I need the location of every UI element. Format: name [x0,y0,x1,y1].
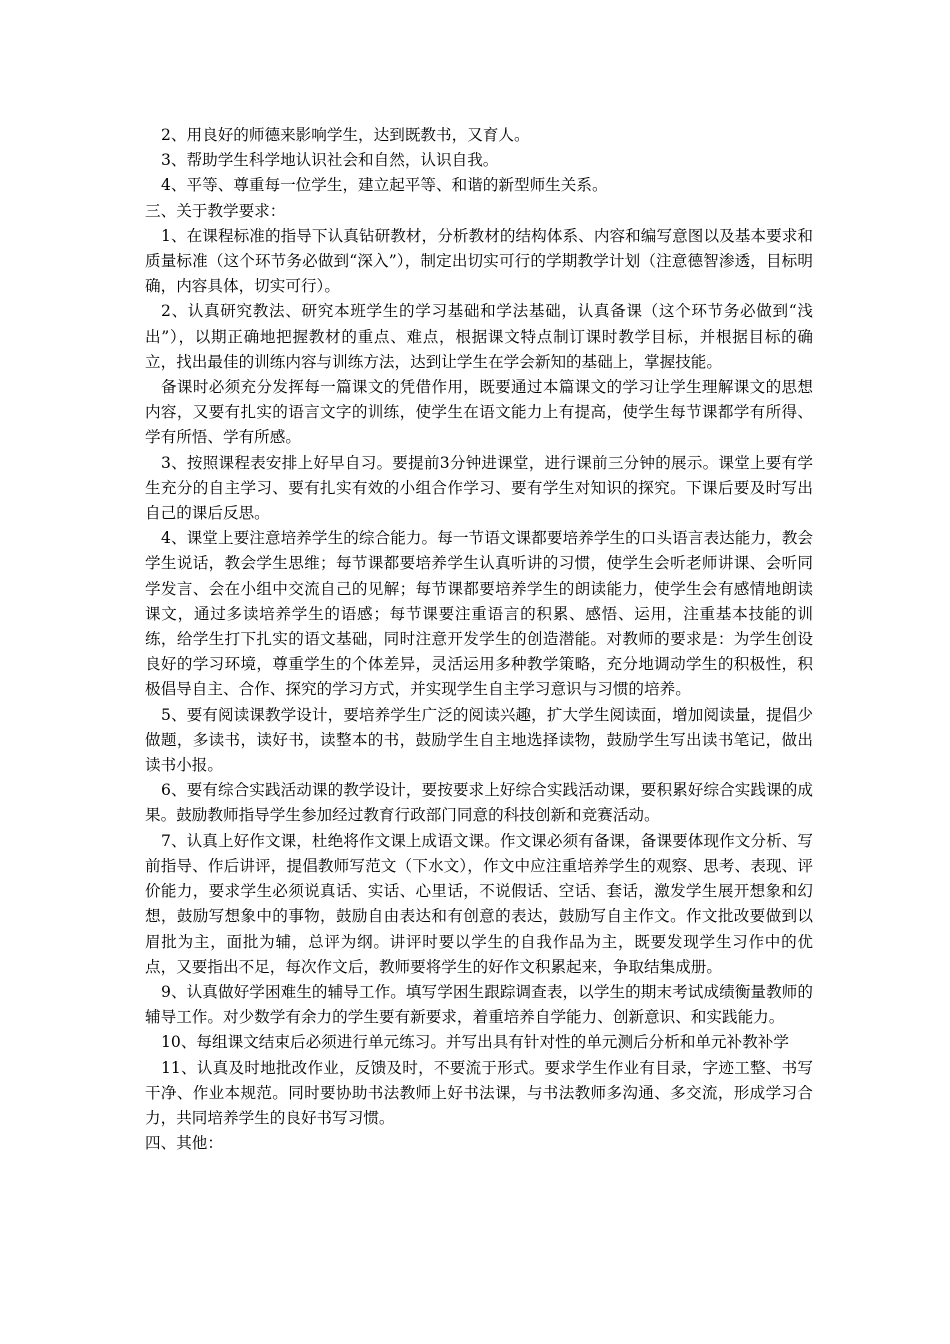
paragraph: 2、认真研究教法、研究本班学生的学习基础和学法基础，认真备课（这个环节务必做到“浅出”），以期正确地把握教材的重点、难点，根据课文特点制订课时教学目标，并根据目标的确立，找出最佳的训练内容与训练方法，达到让学生在学会新知的基础上，掌握技能。 [145,302,813,371]
section-heading: 四、其他： [145,1134,223,1153]
paragraph: 备课时必须充分发挥每一篇课文的凭借作用，既要通过本篇课文的学习让学生理解课文的思想内容，又要有扎实的语言文字的训练，使学生在语文能力上有提高，使学生每节课都学有所得、学有所悟、学有所感。 [145,378,813,447]
paragraph: 9、认真做好学困难生的辅导工作。填写学困生跟踪调查表，以学生的期末考试成绩衡量教师的辅导工作。对少数学有余力的学生要有新要求，着重培养自学能力、创新意识、和实践能力。 [145,982,813,1027]
paragraph: 5、要有阅读课教学设计，要培养学生广泛的阅读兴趣，扩大学生阅读面，增加阅读量，提倡少做题，多读书，读好书，读整本的书，鼓励学生自主地选择读物，鼓励学生写出读书笔记，做出读书小报。 [145,705,813,775]
paragraph: 4、课堂上要注意培养学生的综合能力。每一节语文课都要培养学生的口头语言表达能力，教会学生说话，教会学生思维；每节课都要培养学生认真听讲的习惯，使学生会听老师讲课、会听同学发言、会在小组中交流自己的见解；每节课都要培养学生的朗读能力，使学生会有感情地朗读课文，通过多读培养学生的语感；每节课要注重语言的积累、感悟、运用，注重基本技能的训练，给学生打下扎实的语文基础，同时注意开发学生的创造潜能。对教师的要求是：为学生创设良好的学习环境，尊重学生的个体差异，灵活运用多种教学策略，充分地调动学生的积极性，积极倡导自主、合作、探究的学习方式，并实现学生自主学习意识与习惯的培养。 [145,529,813,699]
paragraph: 3、帮助学生科学地认识社会和自然，认识自我。 [161,151,499,170]
paragraph: 10、每组课文结束后必须进行单元练习。并写出具有针对性的单元测后分析和单元补教补学 [161,1033,789,1052]
paragraph: 6、要有综合实践活动课的教学设计，要按要求上好综合实践活动课，要积累好综合实践课的成果。鼓励教师指导学生参加经过教育行政部门同意的科技创新和竞赛活动。 [145,781,813,825]
paragraph: 7、认真上好作文课，杜绝将作文课上成语文课。作文课必须有备课，备课要体现作文分析、写前指导、作后讲评，提倡教师写范文（下水文），作文中应注重培养学生的观察、思考、表现、评价能力，要求学生必须说真话、实话、心里话，不说假话、空话、套话，激发学生展开想象和幻想，鼓励写想象中的事物，鼓励自由表达和有创意的表达，鼓励写自主作文。作文批改要做到以眉批为主，面批为辅，总评为纲。讲评时要以学生的自我作品为主，既要发现学生习作中的优点，又要指出不足，每次作文后，教师要将学生的好作文积累起来，争取结集成册。 [145,831,813,976]
paragraph: 2、用良好的师德来影响学生，达到既教书，又育人。 [161,126,530,144]
section-heading: 三、关于教学要求： [145,201,286,220]
paragraph: 1、在课程标准的指导下认真钻研教材，分析教材的结构体系、内容和编写意图以及基本要求和质量标准（这个环节务必做到“深入”），制定出切实可行的学期教学计划（注意德智渗透，目标明确，内容具体，切实可行）。 [145,226,813,296]
paragraph: 3、按照课程表安排上好早自习。要提前3分钟进课堂，进行课前三分钟的展示。课堂上要有学生充分的自主学习、要有扎实有效的小组合作学习、要有学生对知识的探究。下课后要及时写出自己的课后反思。 [145,453,813,523]
paragraph: 11、认真及时地批改作业，反馈及时，不要流于形式。要求学生作业有目录，字迹工整、书写干净、作业本规范。同时要协助书法教师上好书法课，与书法教师多沟通、多交流，形成学习合力，共同培养学生的良好书写习惯。 [145,1058,813,1127]
document-body [145,123,813,1156]
paragraph: 4、平等、尊重每一位学生，建立起平等、和谐的新型师生关系。 [161,176,608,195]
